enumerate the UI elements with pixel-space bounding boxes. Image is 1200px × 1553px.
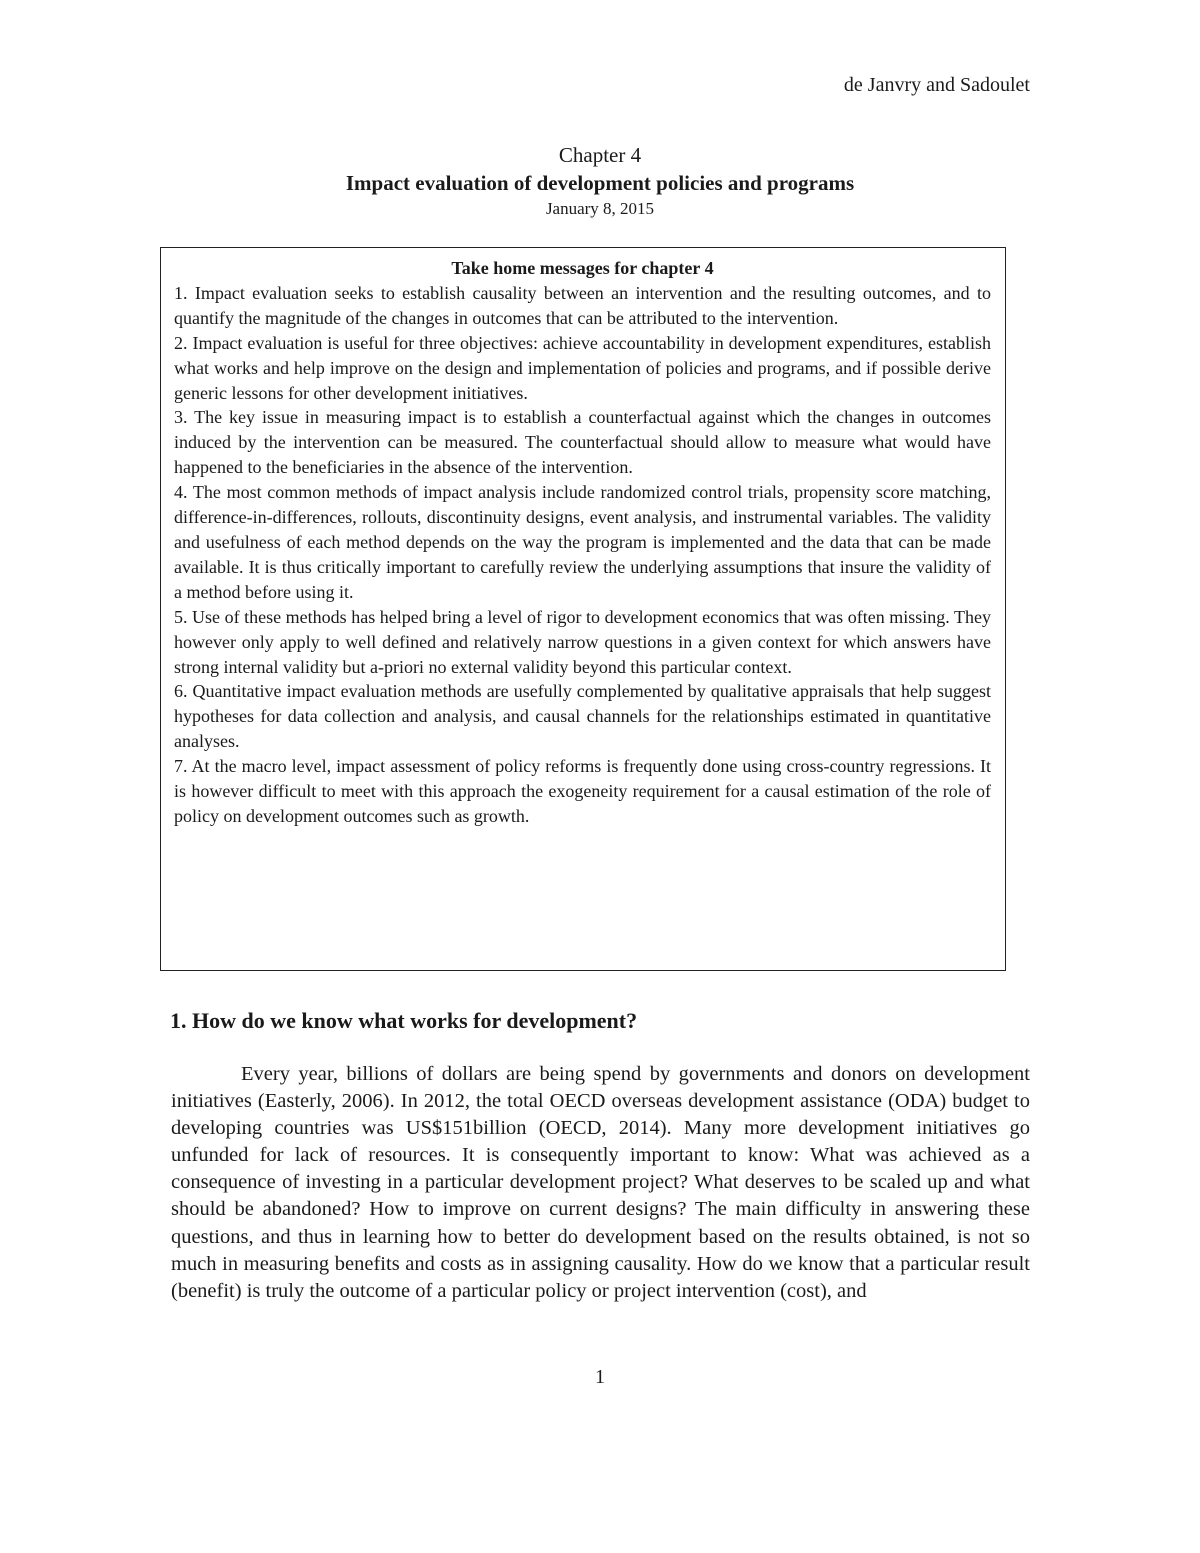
take-home-item-5: 5. Use of these methods has helped bring a level of rigor to development economics that was often missing. They however only apply to well defined and relatively narrow questions in a given context for which answers have strong internal validity but a-priori no external validity beyond this particular context. bbox=[174, 606, 991, 677]
take-home-list bbox=[174, 281, 991, 829]
take-home-item-2: 2. Impact evaluation is useful for three objectives: achieve accountability in development expenditures, establish what works and help improve on the design and implementation of policies and programs, and if possible derive generic lessons for other development initiatives. bbox=[174, 332, 991, 403]
take-home-item-3: 3. The key issue in measuring impact is to establish a counterfactual against which the changes in outcomes induced by the intervention can be measured. The counterfactual should allow to measure what would have happened to the beneficiaries in the absence of the intervention. bbox=[174, 407, 991, 478]
take-home-item-1: 1. Impact evaluation seeks to establish causality between an intervention and the resulting outcomes, and to quantify the magnitude of the changes in outcomes that can be attributed to the intervention. bbox=[174, 282, 991, 328]
running-header: de Janvry and Sadoulet bbox=[843, 74, 1030, 96]
chapter-date: January 8, 2015 bbox=[545, 199, 655, 218]
take-home-heading: Take home messages for chapter 4 bbox=[451, 258, 714, 278]
take-home-item-7: 7. At the macro level, impact assessment of policy reforms is frequently done using cross-country regressions. It is however difficult to meet with this approach the exogeneity requirement for a causal estimation of the role of policy on development outcomes such as growth. bbox=[174, 756, 991, 826]
page-number: 1 bbox=[595, 1366, 605, 1388]
title-block bbox=[0, 141, 1200, 221]
body-paragraph: Every year, billions of dollars are being spend by governments and donors on development initiatives (Easterly, 2006). In 2012, the total OECD overseas development assistance (ODA) budget to developing countries was US$151billion (OECD, 2014). Many more development initiatives go unfunded for lack of resources. It is consequently important to know: What was achieved as a consequence of investing in a particular development project? What deserves to be scaled up and what should be abandoned? How to improve on current designs? The main difficulty in answering these questions, and thus in learning how to better do development based on the results obtained, is not so much in measuring benefits and costs as in assigning causality. How do we know that a particular result (benefit) is truly the outcome of a particular policy or project intervention (cost), and bbox=[171, 1063, 1030, 1302]
section-heading: 1. How do we know what works for development? bbox=[170, 1008, 638, 1033]
chapter-title: Impact evaluation of development policies and programs bbox=[345, 171, 855, 195]
take-home-item-4: 4. The most common methods of impact analysis include randomized control trials, propensity score matching, difference-in-differences, rollouts, discontinuity designs, event analysis, and instrumental variables. The validity and usefulness of each method depends on the way the program is implemented and the data that can be made available. It is thus critically important to carefully review the underlying assumptions that insure the validity of a method before using it. bbox=[174, 482, 991, 602]
take-home-item-6: 6. Quantitative impact evaluation methods are usefully complemented by qualitative appraisals that help suggest hypotheses for data collection and analysis, and causal channels for the relationships estimated in quantitative analyses. bbox=[174, 681, 991, 752]
take-home-messages-box bbox=[160, 247, 1006, 971]
chapter-label: Chapter 4 bbox=[558, 143, 642, 167]
